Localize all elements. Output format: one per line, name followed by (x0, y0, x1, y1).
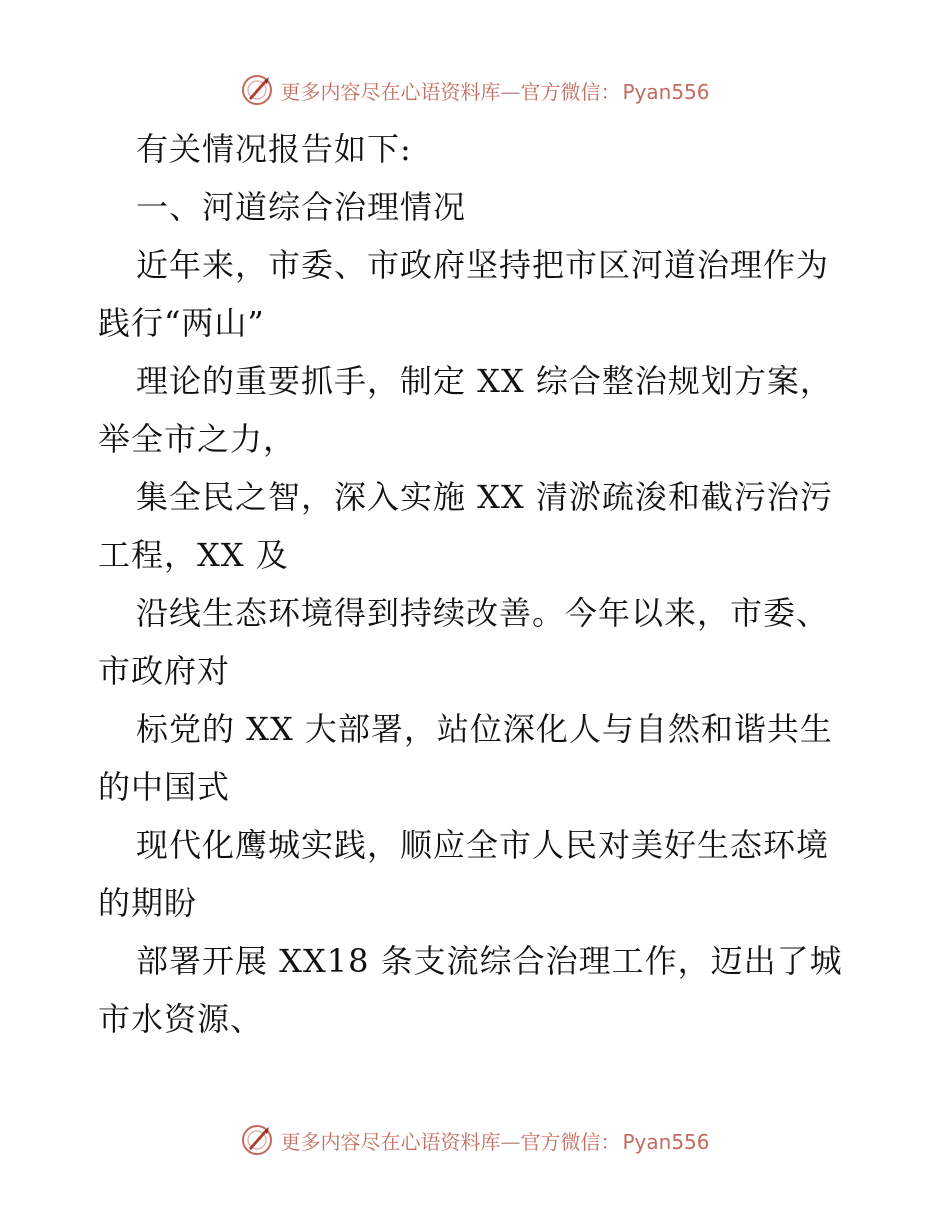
paragraph-line: 部署开展 XX18 条支流综合治理工作，迈出了城 (136, 942, 843, 980)
watermark-text: 更多内容尽在心语资料库—官方微信： Pyan556 (280, 1129, 710, 1154)
watermark-text: 更多内容尽在心语资料库—官方微信： Pyan556 (280, 79, 710, 104)
paragraph-line: 集全民之智，深入实施 XX 清淤疏浚和截污治污 (136, 478, 833, 516)
paragraph-line: 有关情况报告如下: (136, 130, 412, 168)
paragraph-line: 沿线生态环境得到持续改善。今年以来，市委、 (136, 594, 830, 632)
paragraph-line: 市水资源、 (98, 1000, 264, 1038)
quill-pen-logo-icon (240, 73, 274, 107)
paragraph-line: 的中国式 (98, 768, 231, 806)
document-body (98, 120, 858, 1048)
section-heading: 一、河道综合治理情况 (136, 188, 467, 226)
quill-pen-logo-icon (240, 1123, 274, 1157)
paragraph-line: 现代化鹰城实践，顺应全市人民对美好生态环境 (136, 826, 830, 864)
paragraph-line: 工程，XX 及 (98, 536, 289, 574)
paragraph-line: 的期盼 (98, 884, 198, 922)
paragraph-line: 举全市之力， (98, 420, 297, 458)
paragraph-line: 理论的重要抓手，制定 XX 综合整治规划方案， (136, 362, 833, 400)
paragraph-line: 近年来，市委、市政府坚持把市区河道治理作为 (136, 246, 830, 284)
footer-watermark (0, 1120, 950, 1160)
header-watermark (0, 70, 950, 110)
paragraph-line: 市政府对 (98, 652, 231, 690)
paragraph-line: 标党的 XX 大部署，站位深化人与自然和谐共生 (136, 710, 833, 748)
paragraph-line: 践行“两山” (98, 304, 265, 342)
